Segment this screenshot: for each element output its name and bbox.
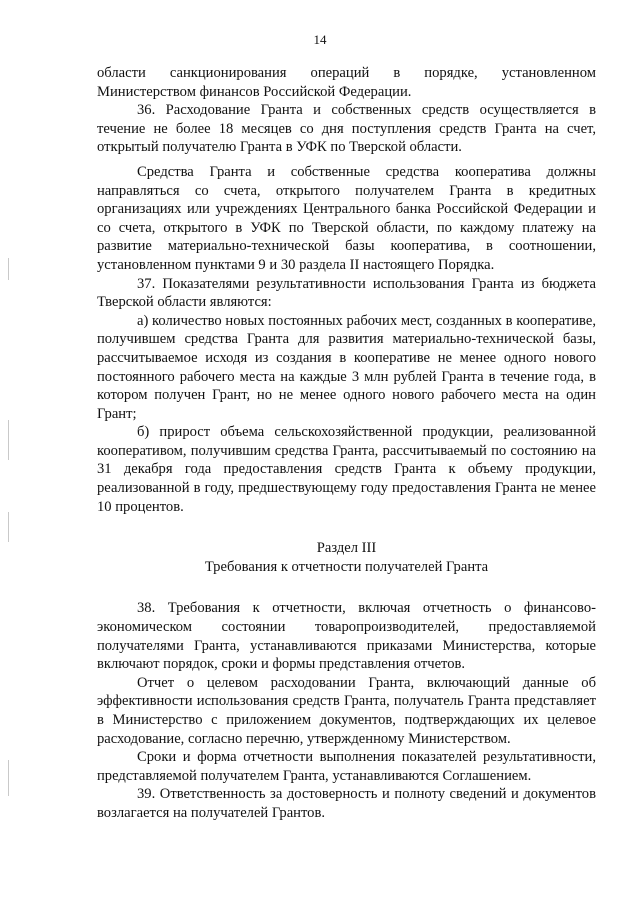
- paragraph: 39. Ответственность за достоверность и полноту сведений и документов возлагается на получателей Грантов.: [97, 786, 596, 821]
- document-body: [97, 64, 596, 823]
- section-title: Требования к отчетности получателей Гранта: [204, 558, 489, 575]
- paragraph: области санкционирования операций в порядке, установленном Министерством финансов Российской Федерации.: [97, 65, 596, 100]
- paragraph: 38. Требования к отчетности, включая отчетность о финансово-экономическом состоянии товаропроизводителей, предоставляемой получателями Гранта, устанавливаются приказами Министерства, которые включают порядок, сроки и формы представления отчетов.: [97, 600, 596, 673]
- binding-mark: [8, 512, 9, 542]
- paragraph: а) количество новых постоянных рабочих мест, созданных в кооперативе, получившем средства Гранта для развития материально-технической базы, рассчитываемое исходя из создания в кооперативе не менее одного нового постоянного рабочего места на каждые 3 млн рублей Гранта в течение года, в котором получен Грант, но не менее одного нового рабочего места на один Грант;: [97, 312, 596, 422]
- page-number: 14: [313, 32, 327, 47]
- binding-mark: [8, 258, 9, 280]
- paragraph: 36. Расходование Гранта и собственных средств осуществляется в течение не более 18 месяцев со дня поступления средств Гранта на счет, открытый получателю Гранта в УФК по Тверской области.: [97, 102, 596, 156]
- paragraph: Средства Гранта и собственные средства кооператива должны направляться со счета, открытого получателем Гранта в кредитных организациях или учреждениях Центрального банка Российской Федерации и со счета, открытого в УФК по Тверской области, по каждому платежу на развитие материально-технической базы кооператива, в соотношении, установленном пунктами 9 и 30 раздела II настоящего Порядка.: [97, 163, 596, 273]
- binding-mark: [8, 420, 9, 460]
- paragraph: б) прирост объема сельскохозяйственной продукции, реализованной кооперативом, получившим средства Гранта, рассчитываемый по состоянию на 31 декабря года предоставления средств Гранта к объему продукции, реализованной в году, предшествующему году предоставления Гранта не менее 10 процентов.: [97, 424, 596, 515]
- section-heading: Раздел III: [316, 540, 377, 557]
- binding-mark: [8, 760, 9, 796]
- paragraph: 37. Показателями результативности использования Гранта из бюджета Тверской области являются:: [97, 275, 596, 311]
- paragraph: Отчет о целевом расходовании Гранта, включающий данные об эффективности использования средств Гранта, получатель Гранта представляет в Министерство с приложением документов, подтверждающих их целевое расходование, согласно перечню, утвержденному Министерством.: [97, 674, 596, 747]
- paragraph: Сроки и форма отчетности выполнения показателей результативности, представляемой получателем Гранта, устанавливаются Соглашением.: [97, 749, 596, 784]
